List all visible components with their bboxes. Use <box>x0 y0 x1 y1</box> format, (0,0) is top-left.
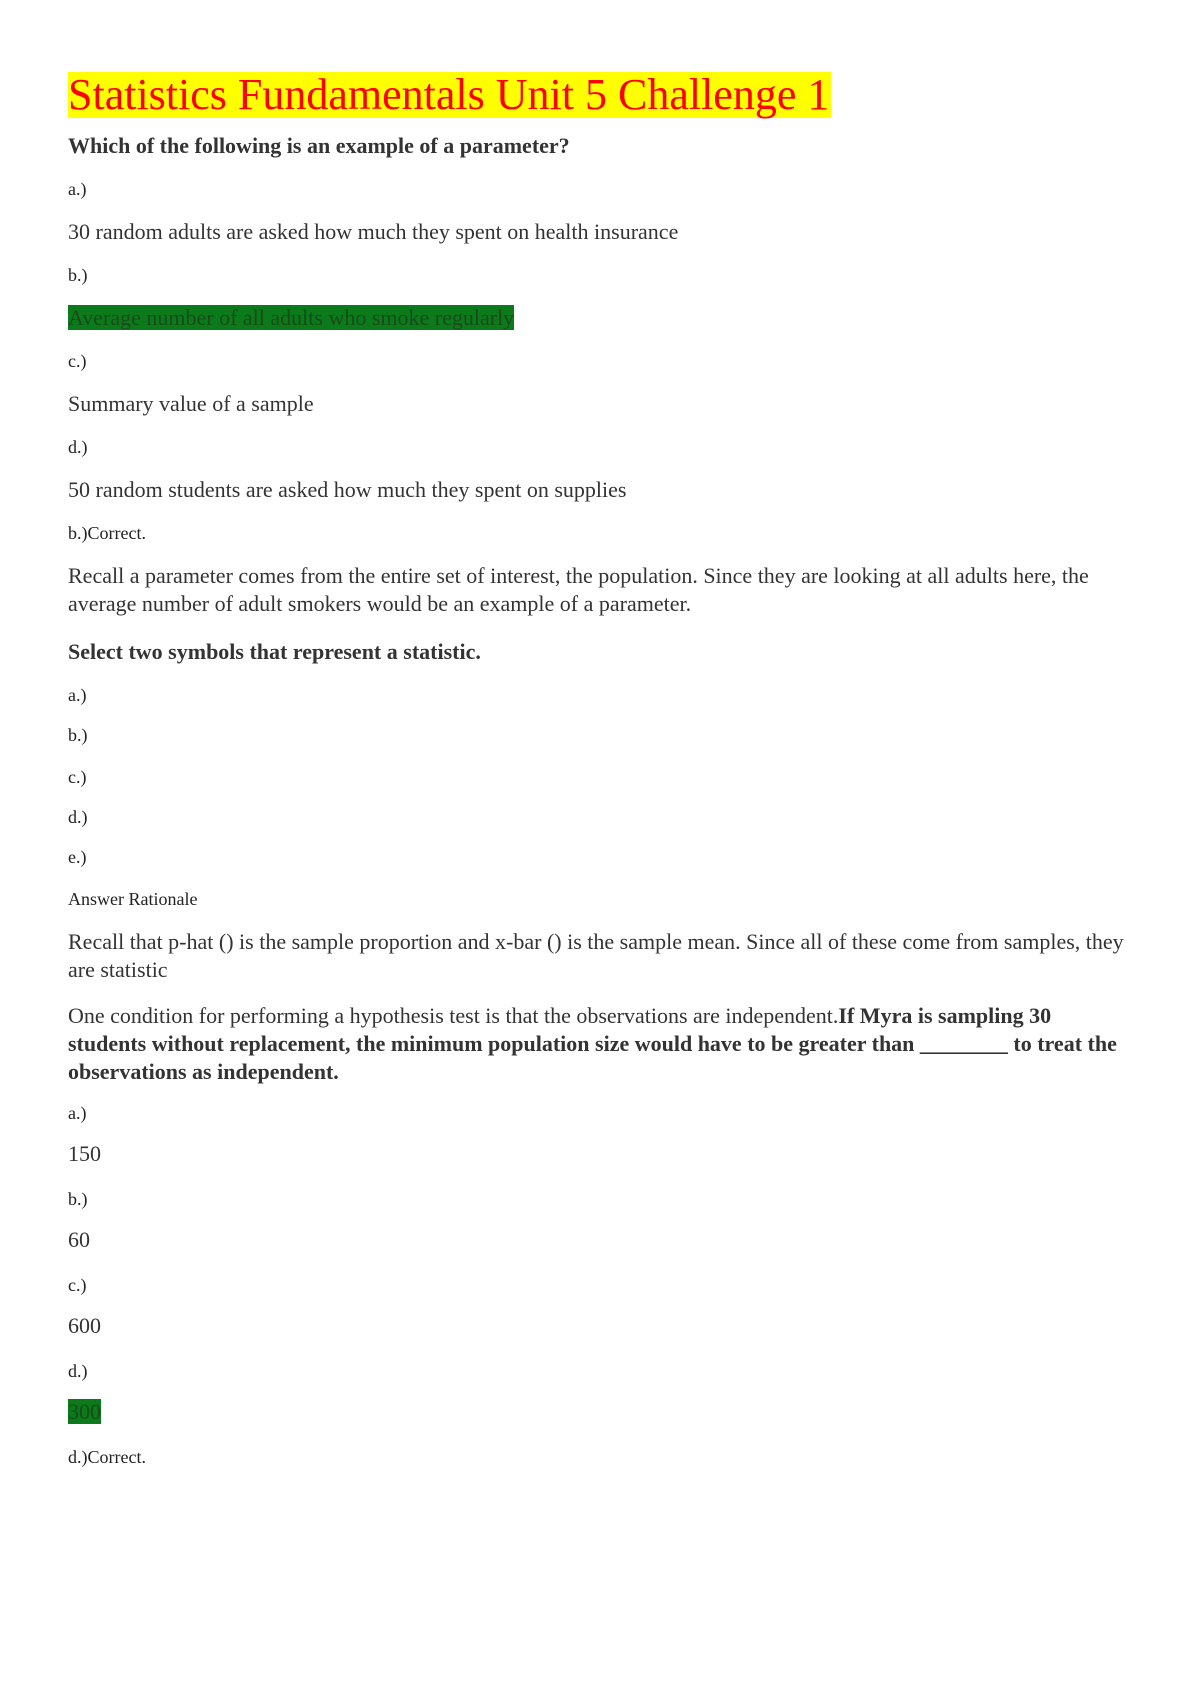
q1-option-c-label: c.) <box>68 351 87 371</box>
question-1: Which of the following is an example of a parameter? <box>68 133 570 158</box>
q1-option-d-label: d.) <box>68 437 88 457</box>
q1-option-b-label: b.) <box>68 265 88 285</box>
q1-option-c-text: Summary value of a sample <box>68 391 314 416</box>
q1-rationale: Recall a parameter comes from the entire set of interest, the population. Since they are looking at all adults here, the average number of adult smokers would be an example of a parameter. <box>68 563 1089 616</box>
q1-option-a-label: a.) <box>68 179 87 199</box>
q3-result: d.)Correct. <box>68 1447 146 1467</box>
correct-answer-highlight: 300 <box>68 1399 101 1424</box>
question-2: Select two symbols that represent a statistic. <box>68 639 481 664</box>
q2-rationale: Recall that p-hat () is the sample proportion and x-bar () is the sample mean. Since all of these come from samples, they are statistic <box>68 929 1124 982</box>
q3-option-b-text: 60 <box>68 1227 90 1252</box>
q3-option-a-text: 150 <box>68 1141 101 1166</box>
q2-option-d-label: d.) <box>68 807 88 827</box>
q2-rationale-heading: Answer Rationale <box>68 889 198 909</box>
q2-option-b-label: b.) <box>68 725 88 745</box>
q1-option-a-text: 30 random adults are asked how much they spent on health insurance <box>68 219 679 244</box>
q3-option-d-text <box>68 1398 101 1426</box>
q2-option-a-label: a.) <box>68 685 87 705</box>
page-title: Statistics Fundamentals Unit 5 Challenge 1 <box>68 70 830 119</box>
q3-option-b-label: b.) <box>68 1189 88 1209</box>
q1-option-d-text: 50 random students are asked how much they spent on supplies <box>68 477 627 502</box>
q2-option-e-label: e.) <box>68 847 87 867</box>
correct-answer-highlight: Average number of all adults who smoke regularly <box>68 305 515 330</box>
q1-option-b-text <box>68 304 514 332</box>
q2-option-c-label: c.) <box>68 767 87 787</box>
q3-option-c-label: c.) <box>68 1275 87 1295</box>
q3-option-d-label: d.) <box>68 1361 88 1381</box>
q3-option-a-label: a.) <box>68 1103 87 1123</box>
question-3-intro: One condition for performing a hypothesis test is that the observations are independent. <box>68 1003 839 1028</box>
question-3-prompt: If Myra is sampling 30 students without replacement, the minimum population size would have to be greater than ________ to treat the observations as independent. <box>68 1003 1117 1084</box>
question-3 <box>68 1002 1128 1086</box>
q3-option-c-text: 600 <box>68 1313 101 1338</box>
q1-result: b.)Correct. <box>68 523 146 543</box>
